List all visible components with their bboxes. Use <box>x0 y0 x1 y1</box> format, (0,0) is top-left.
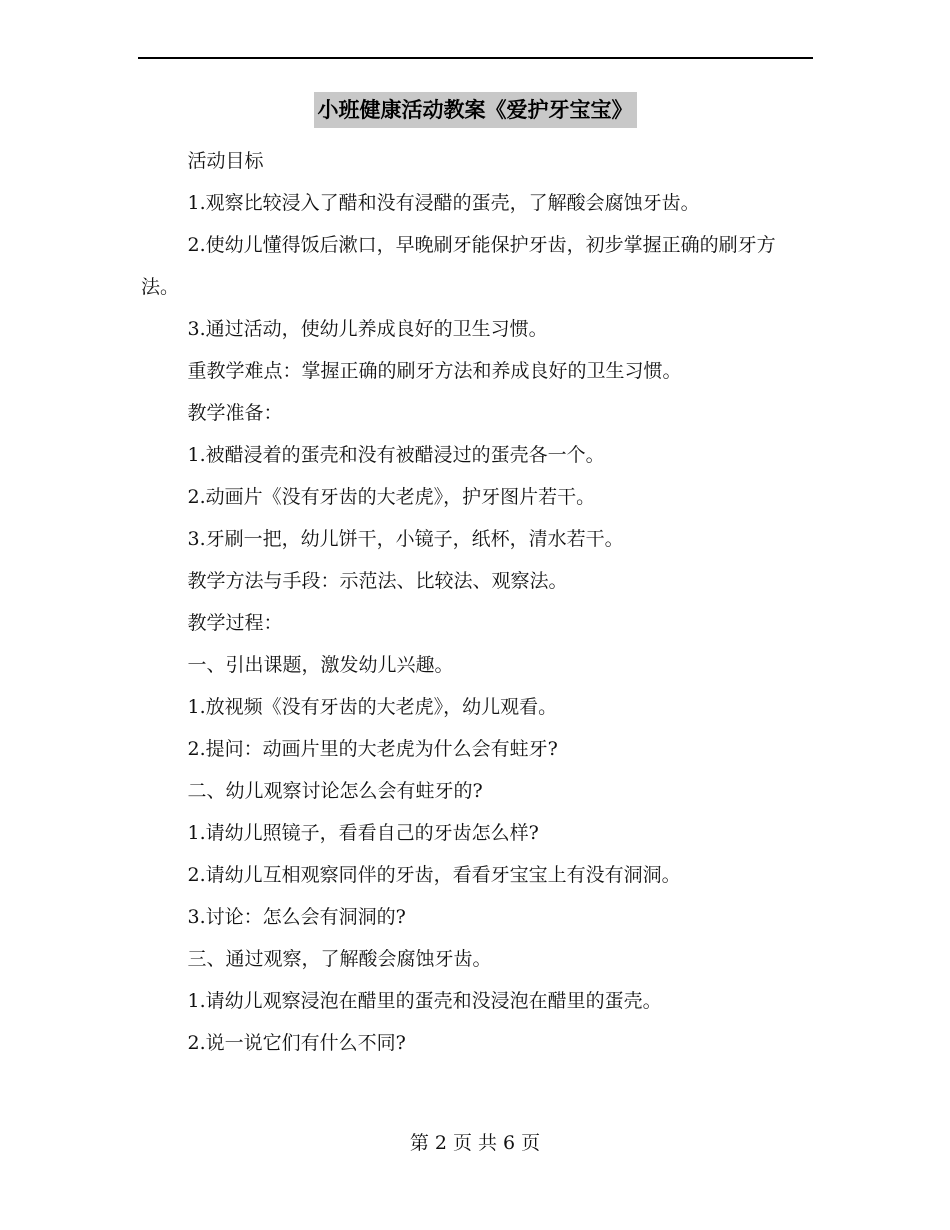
paragraph-key-points: 重教学难点：掌握正确的刷牙方法和养成良好的卫生习惯。 <box>187 360 682 382</box>
paragraph-section-2: 二、幼儿观察讨论怎么会有蛀牙的? <box>187 780 483 802</box>
paragraph-section-3-item-2: 2.说一说它们有什么不同? <box>187 1032 406 1054</box>
paragraph-preparation-heading: 教学准备： <box>187 402 283 424</box>
paragraph-objective-1: 1.观察比较浸入了醋和没有浸醋的蛋壳，了解酸会腐蚀牙齿。 <box>187 192 700 214</box>
title-container <box>0 92 950 128</box>
paragraph-objective-3: 3.通过活动，使幼儿养成良好的卫生习惯。 <box>187 318 548 340</box>
paragraph-preparation-1: 1.被醋浸着的蛋壳和没有被醋浸过的蛋壳各一个。 <box>187 444 605 466</box>
paragraph-process-heading: 教学过程： <box>187 612 283 634</box>
paragraph-section-2-item-3: 3.讨论：怎么会有洞洞的? <box>187 906 406 928</box>
paragraph-section-3: 三、通过观察，了解酸会腐蚀牙齿。 <box>187 948 492 970</box>
paragraph-section-2-item-1: 1.请幼儿照镜子，看看自己的牙齿怎么样? <box>187 822 539 844</box>
paragraph-preparation-3: 3.牙刷一把，幼儿饼干，小镜子，纸杯，清水若干。 <box>187 528 624 550</box>
paragraph-section-1-item-2: 2.提问：动画片里的大老虎为什么会有蛀牙? <box>187 738 558 760</box>
paragraph-section-1-item-1: 1.放视频《没有牙齿的大老虎》，幼儿观看。 <box>187 696 558 718</box>
paragraph-section-3-item-1: 1.请幼儿观察浸泡在醋里的蛋壳和没浸泡在醋里的蛋壳。 <box>187 990 662 1012</box>
paragraph-objective-2: 2.使幼儿懂得饭后漱口，早晚刷牙能保护牙齿，初步掌握正确的刷牙方法。 <box>141 234 776 298</box>
document-title: 小班健康活动教案《爱护牙宝宝》 <box>314 92 637 128</box>
paragraph-methods: 教学方法与手段：示范法、比较法、观察法。 <box>187 570 568 592</box>
paragraph-objectives-heading: 活动目标 <box>187 150 264 172</box>
page-number-footer: 第 2 页 共 6 页 <box>409 1132 541 1154</box>
document-body <box>141 140 813 1064</box>
header-rule <box>138 57 813 59</box>
paragraph-section-2-item-2: 2.请幼儿互相观察同伴的牙齿，看看牙宝宝上有没有洞洞。 <box>187 864 681 886</box>
paragraph-preparation-2: 2.动画片《没有牙齿的大老虎》，护牙图片若干。 <box>187 486 596 508</box>
paragraph-section-1: 一、引出课题，激发幼儿兴趣。 <box>187 654 454 676</box>
